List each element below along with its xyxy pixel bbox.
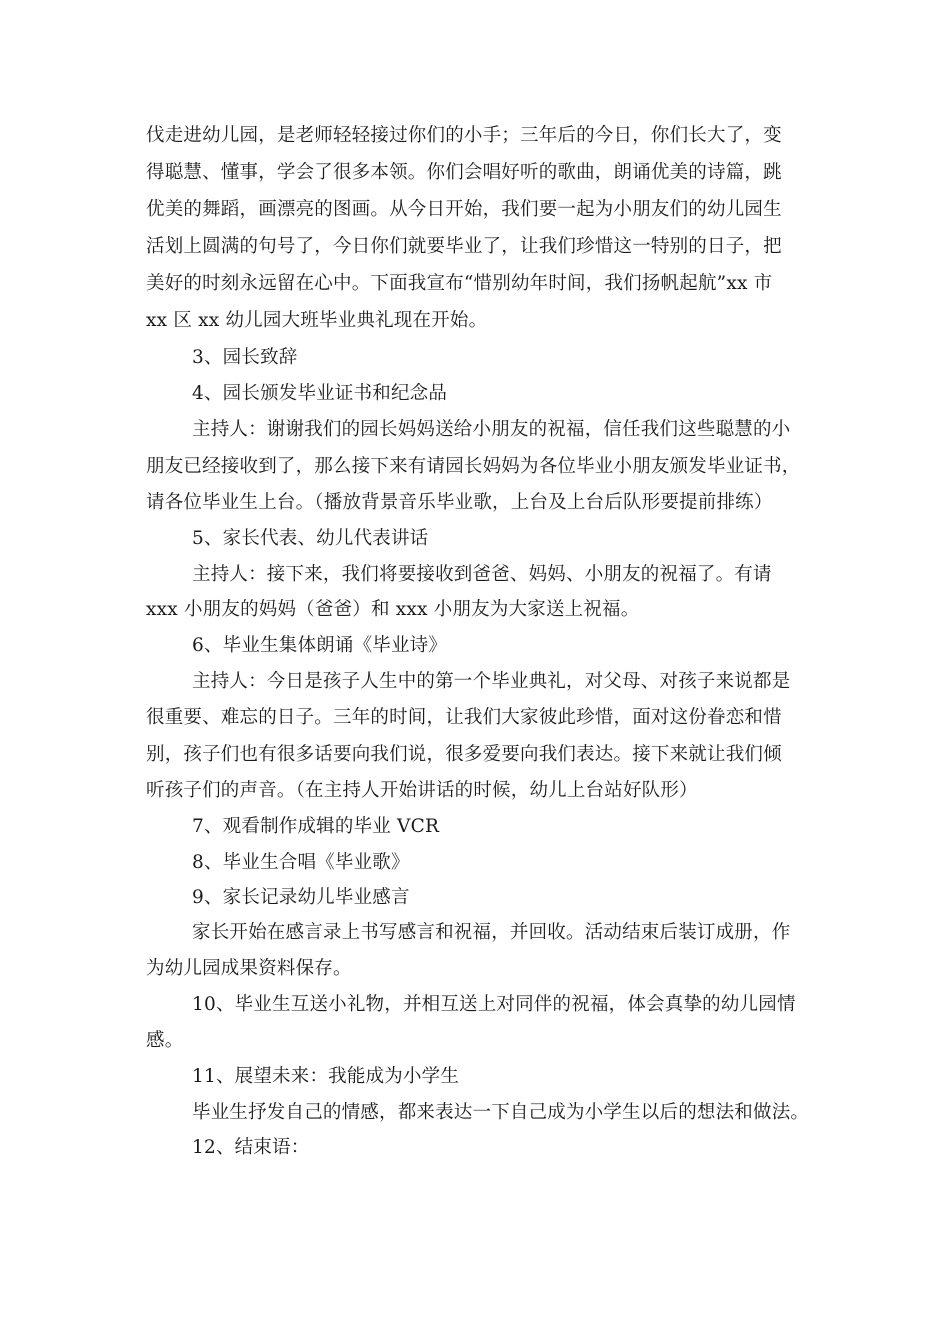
- text-line: 主持人：谢谢我们的园长妈妈送给小朋友的祝福，信任我们这些聪慧的小: [192, 419, 791, 440]
- text-line: 请各位毕业生上台。（播放背景音乐毕业歌，上台及上台后队形要提前排练）: [146, 492, 773, 513]
- section-heading: 6、毕业生集体朗诵《毕业诗》: [192, 635, 448, 656]
- section-heading: 12、结束语：: [192, 1137, 310, 1158]
- text-line: 别，孩子们也有很多话要向我们说，很多爱要向我们表达。接下来就让我们倾: [146, 744, 782, 765]
- section-heading: 10、毕业生互送小礼物，并相互送上对同伴的祝福，体会真挚的幼儿园情: [192, 994, 796, 1015]
- text-line: 活划上圆满的句号了，今日你们就要毕业了，让我们珍惜这一特别的日子，把: [146, 236, 782, 257]
- text-line: 伐走进幼儿园，是老师轻轻接过你们的小手；三年后的今日，你们长大了，变: [146, 125, 782, 146]
- text-line: 毕业生抒发自己的情感，都来表达一下自己成为小学生以后的想法和做法。: [192, 1102, 810, 1123]
- text-line: 感。: [146, 1030, 184, 1051]
- section-heading: 5、家长代表、幼儿代表讲话: [192, 528, 429, 549]
- text-line: 美好的时刻永远留在心中。下面我宣布“惜别幼年时间，我们扬帆起航”xx 市: [146, 273, 773, 294]
- text-line: 主持人：今日是孩子人生中的第一个毕业典礼，对父母、对孩子来说都是: [192, 671, 791, 692]
- text-line: 得聪慧、懂事，学会了很多本领。你们会唱好听的歌曲，朗诵优美的诗篇，跳: [146, 162, 782, 183]
- text-line: 很重要、难忘的日子。三年的时间，让我们大家彼此珍惜，面对这份眷恋和惜: [146, 707, 782, 728]
- text-line: 家长开始在感言录上书写感言和祝福，并回收。活动结束后装订成册，作: [192, 922, 791, 943]
- section-heading: 11、展望未来：我能成为小学生: [192, 1066, 460, 1087]
- section-heading: 4、园长颁发毕业证书和纪念品: [192, 383, 448, 404]
- text-line: xx 区 xx 幼儿园大班毕业典礼现在开始。: [146, 310, 488, 331]
- text-line: 主持人：接下来，我们将要接收到爸爸、妈妈、小朋友的祝福了。有请: [192, 564, 772, 585]
- text-line: 朋友已经接收到了，那么接下来有请园长妈妈为各位毕业小朋友颁发毕业证书，: [146, 456, 801, 477]
- section-heading: 9、家长记录幼儿毕业感言: [192, 887, 410, 908]
- text-line: 为幼儿园成果资料保存。: [146, 958, 352, 979]
- text-line: 优美的舞蹈，画漂亮的图画。从今日开始，我们要一起为小朋友们的幼儿园生: [146, 199, 782, 220]
- text-line: xxx 小朋友的妈妈（爸爸）和 xxx 小朋友为大家送上祝福。: [146, 599, 640, 620]
- section-heading: 7、观看制作成辑的毕业 VCR: [192, 816, 440, 837]
- section-heading: 8、毕业生合唱《毕业歌》: [192, 852, 410, 873]
- text-line: 听孩子们的声音。（在主持人开始讲话的时候，幼儿上台站好队形）: [146, 780, 698, 801]
- section-heading: 3、园长致辞: [192, 347, 298, 368]
